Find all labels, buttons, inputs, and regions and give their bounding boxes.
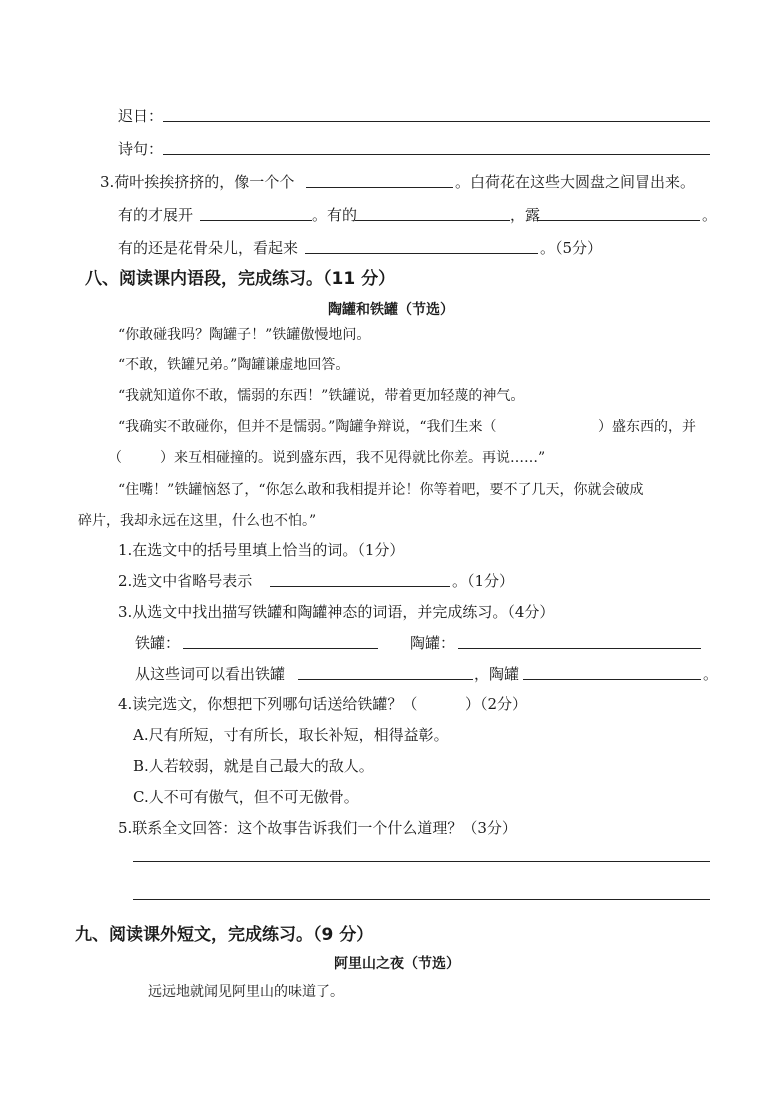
question-3-clay-summary-blank[interactable] [523,679,701,680]
question-3-line-a: 从这些词可以看出铁罐 [135,665,286,683]
passage-paragraph-2: “不敢，铁罐兄弟。”陶罐谦虚地回答。 [118,357,350,373]
q3-line2-text-d: 。 [702,206,718,224]
option-b: B.人若较弱，就是自己最大的敌人。 [133,757,374,775]
passage-paragraph-3: “我就知道你不敢，懦弱的东西！”铁罐说，带着更加轻蔑的神气。 [118,388,525,404]
question-3-clay-blank[interactable] [458,648,701,649]
q3-line1-text-b: 。白荷花在这些大圆盘之间冒出来。 [455,173,696,191]
q3-line1-text-a: 3.荷叶挨挨挤挤的，像一个个 [100,173,295,191]
question-5: 5.联系全文回答：这个故事告诉我们一个什么道理？（3分） [118,819,517,837]
option-c: C.人不可有傲气，但不可无傲骨。 [133,788,359,806]
passage-paragraph-4-c: （ [108,450,122,466]
section-9-passage-title: 阿里山之夜（节选） [334,956,460,972]
q3-blank-2[interactable] [200,220,312,221]
passage-paragraph-4-d: ）来互相碰撞的。说到盛东西，我不见得就比你差。再说……” [160,450,546,466]
q3-line2-text-c: ，露 [510,206,541,224]
section-9-heading: 九、阅读课外短文，完成练习。（9 分） [75,925,374,945]
option-a: A.尺有所短，寸有所长，取长补短，相得益彰。 [133,726,449,744]
section-8-heading: 八、阅读课内语段，完成练习。（11 分） [85,269,396,289]
question-5-answer-line-1[interactable] [133,861,710,862]
question-3-iron-label: 铁罐： [135,634,181,652]
section-9-paragraph-1: 远远地就闻见阿里山的味道了。 [148,984,344,1000]
q3-blank-4[interactable] [537,220,700,221]
q3-line3-text-b: 。（5分） [540,239,603,257]
question-3-iron-summary-blank[interactable] [298,679,473,680]
question-3-line-c: 。 [703,665,719,683]
passage-paragraph-1: “你敢碰我吗？陶罐子！”铁罐傲慢地问。 [118,327,371,343]
q3-blank-1[interactable] [306,187,453,188]
q3-blank-3[interactable] [355,220,510,221]
late-sun-answer-line[interactable] [163,121,710,122]
q3-line2-text-b: 。有的 [312,206,358,224]
question-2-a: 2.选文中省略号表示 [118,572,253,590]
section-8-passage-title: 陶罐和铁罐（节选） [328,302,454,318]
passage-paragraph-4-b: ）盛东西的，并 [598,419,696,435]
question-2-blank[interactable] [270,586,450,587]
question-2-b: 。（1分） [452,572,515,590]
question-3-iron-blank[interactable] [183,648,378,649]
passage-paragraph-5-a: “住嘴！”铁罐恼怒了，“你怎么敢和我相提并论！你等着吧，要不了几天，你就会破成 [118,482,644,498]
passage-paragraph-5-b: 碎片，我却永远在这里，什么也不怕。” [78,513,317,529]
question-3: 3.从选文中找出描写铁罐和陶罐神态的词语，并完成练习。（4分） [118,603,555,621]
poem-label: 诗句： [118,140,164,158]
question-3-line-b: ，陶罐 [474,665,520,683]
question-1: 1.在选文中的括号里填上恰当的词。（1分） [118,541,405,559]
question-4-a: 4.读完选文，你想把下列哪句话送给铁罐？（ [118,695,418,713]
q3-line3-text-a: 有的还是花骨朵儿，看起来 [118,239,299,257]
q3-blank-5[interactable] [305,253,538,254]
question-3-clay-label: 陶罐： [410,634,456,652]
question-4-b: ）（2分） [465,695,528,713]
passage-paragraph-4-a: “我确实不敢碰你，但并不是懦弱。”陶罐争辩说，“我们生来（ [118,419,497,435]
question-5-answer-line-2[interactable] [133,899,710,900]
late-sun-label: 迟日： [118,107,164,125]
q3-line2-text-a: 有的才展开 [118,206,194,224]
poem-answer-line[interactable] [163,154,710,155]
